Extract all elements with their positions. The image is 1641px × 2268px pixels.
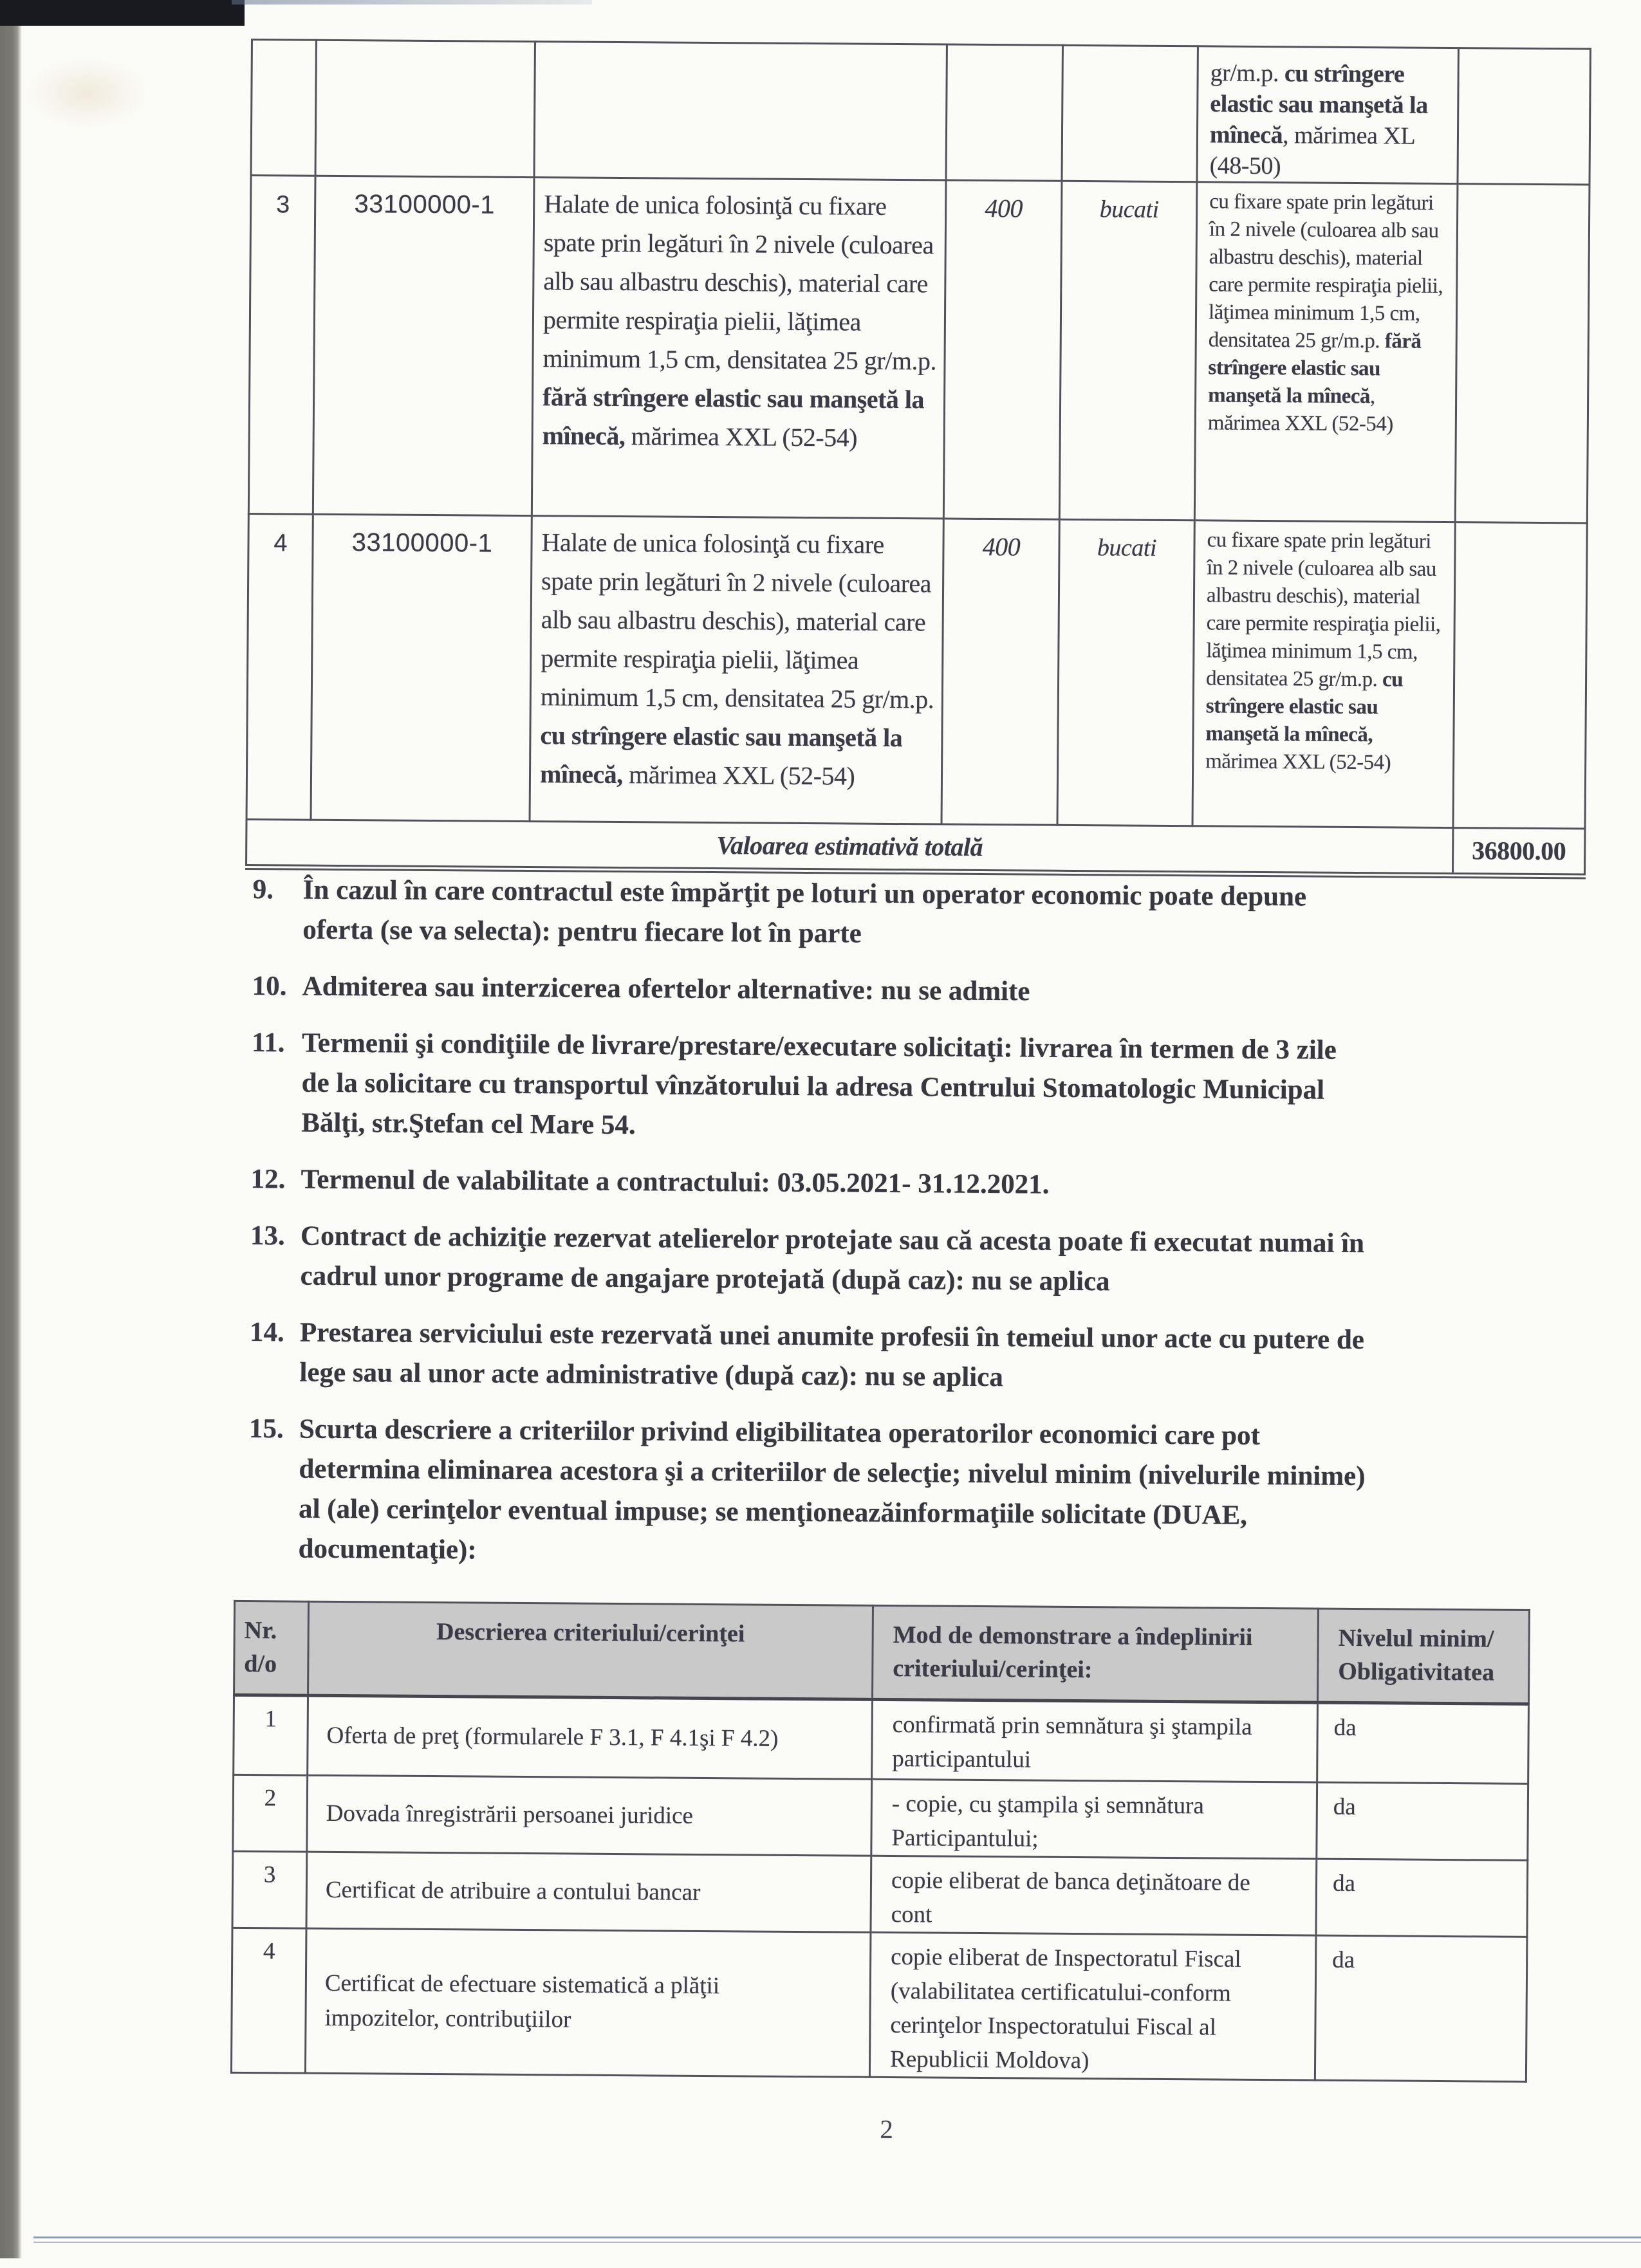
cell-item-nr: 3 — [248, 176, 315, 515]
cell-criteria-description: Certificat de atribuire a contului bancar — [306, 1852, 871, 1932]
bottom-scan-line-2 — [33, 2242, 1641, 2243]
clause-13 — [250, 1216, 1608, 1305]
header-description: Descrierea criteriului/cerinţei — [308, 1601, 873, 1699]
clause-11 — [251, 1023, 1609, 1152]
clause-12 — [250, 1159, 1608, 1209]
cell-criteria-level: da — [1317, 1782, 1528, 1860]
clause-14 — [249, 1313, 1608, 1402]
table-row-total — [246, 819, 1585, 876]
clause-9 — [252, 870, 1611, 959]
clause-line: de la solicitare cu transportul vînzătorului la adresa Centrului Stomatologic Municipal — [301, 1067, 1325, 1105]
cell-cpv-code: 33100000-1 — [313, 176, 534, 515]
cell-criteria-level: da — [1315, 1935, 1527, 2081]
clause-number: 10. — [252, 971, 287, 1002]
table-row-item-3 — [248, 176, 1590, 524]
cell-criteria-description: Oferta de preţ (formularele F 3.1, F 4.1şi F 4.2) — [308, 1695, 873, 1779]
cell-criteria-mod: confirmată prin semnătura şi ştampila participantului — [872, 1699, 1318, 1782]
clause-number: 9. — [252, 874, 274, 905]
cell-criteria-nr: 3 — [232, 1851, 307, 1928]
cell-empty — [1458, 48, 1590, 185]
clauses-list — [248, 870, 1611, 1595]
total-value: 36800.00 — [1452, 828, 1585, 876]
clause-text — [301, 1160, 1608, 1209]
cell-criteria-mod: - copie, cu ştampila şi semnătura Participantului; — [871, 1779, 1317, 1859]
cell-criteria-level: da — [1317, 1702, 1529, 1784]
clause-15 — [248, 1409, 1607, 1578]
clause-text — [302, 967, 1609, 1016]
cell-item-description: Halate de unica folosinţă cu fixare spate prin legături în 2 nivele (culoarea alb sau albastru deschis), material care permite respiraţia pielii, lăţimea minimum 1,5 cm, densitatea 25 gr/m.p. fără strîngere elastic sau manşetă la mînecă, mărimea XXL (52-54) — [532, 178, 946, 519]
cell-empty — [1062, 45, 1198, 181]
clause-number: 15. — [248, 1414, 284, 1444]
clause-number: 13. — [250, 1221, 285, 1251]
cell-quantity: 400 — [941, 519, 1059, 825]
clause-text — [300, 1217, 1608, 1305]
cell-criteria-description: Certificat de efectuare sistematică a plăţii impozitelor, contribuţiilor — [305, 1928, 871, 2077]
items-table — [245, 39, 1591, 880]
cell-criteria-description: Dovada înregistrării persoanei juridice — [307, 1775, 872, 1856]
clause-line: documentaţie): — [298, 1533, 477, 1565]
cell-criteria-level: da — [1316, 1859, 1528, 1937]
top-scan-haze — [232, 0, 592, 5]
cell-criteria-nr: 1 — [234, 1695, 308, 1775]
clause-number: 14. — [249, 1317, 284, 1348]
clause-text — [299, 1313, 1608, 1402]
clause-line: oferta (se va selecta): pentru fiecare lot în parte — [302, 914, 862, 949]
clause-number: 11. — [251, 1028, 285, 1058]
cell-spec: cu fixare spate prin legături în 2 nivele (culoarea alb sau albastru deschis), material care permite respiraţia pielii, lăţimea minimum 1,5 cm, densitatea 25 gr/m.p. fără strîngere elastic sau manşetă la mînecă, mărimea XXL (52-54) — [1194, 182, 1458, 522]
left-scan-edge-band — [0, 0, 22, 2258]
clause-text — [302, 871, 1611, 959]
cell-empty — [946, 44, 1062, 181]
clause-line: al (ale) cerinţelor eventual impuse; se menţioneazăinformaţiile solicitate (DUAE, — [298, 1493, 1248, 1531]
criteria-row-3 — [232, 1851, 1528, 1937]
cell-value-empty — [1455, 184, 1590, 523]
criteria-header-row — [234, 1601, 1530, 1704]
cell-empty — [315, 40, 535, 177]
bottom-scan-line — [33, 2236, 1641, 2238]
table-row-carryover — [251, 40, 1590, 185]
total-label: Valoarea estimativă totală — [246, 819, 1453, 875]
cell-item-nr: 4 — [246, 513, 313, 820]
clause-line: Scurta descriere a criteriilor privind eligibilitatea operatorilor economici care pot — [299, 1414, 1261, 1451]
cell-value-empty — [1453, 522, 1587, 829]
page-number: 2 — [880, 2114, 894, 2144]
table-row-item-4 — [246, 513, 1587, 829]
cell-empty — [534, 42, 947, 180]
header-mod: Mod de demonstrare a îndeplinirii criteriului/cerinţei: — [873, 1605, 1319, 1702]
criteria-row-2 — [233, 1775, 1528, 1860]
cell-unit: bucati — [1057, 519, 1194, 825]
clause-line: În cazul în care contractul este împărţit pe loturi un operator economic poate depune — [302, 874, 1307, 912]
criteria-row-1 — [234, 1695, 1529, 1784]
paper-smudge — [26, 58, 148, 129]
cell-criteria-nr: 2 — [233, 1775, 308, 1852]
cell-quantity: 400 — [943, 180, 1062, 519]
cell-empty — [251, 40, 316, 176]
clause-line: Contract de achiziţie rezervat atelierelor protejate sau că acesta poate fi executat numai în — [300, 1221, 1365, 1259]
clause-line: Termenii şi condiţiile de livrare/prestare/executare solicitaţi: livrarea în termen de 3 zile — [301, 1028, 1337, 1065]
clause-line: lege sau al unor acte administrative (după caz): nu se aplica — [299, 1357, 1003, 1393]
clause-line: Bălţi, str.Ştefan cel Mare 54. — [301, 1107, 636, 1141]
clause-text — [301, 1024, 1609, 1152]
header-nr: Nr. d/o — [234, 1601, 309, 1695]
criteria-table — [230, 1600, 1530, 2083]
cell-spec: cu fixare spate prin legături în 2 nivele (culoarea alb sau albastru deschis), material care permite respiraţia pielii, lăţimea minimum 1,5 cm, densitatea 25 gr/m.p. cu strîngere elastic sau manşetă la mînecă, mărimea XXL (52-54) — [1192, 521, 1455, 828]
clause-line: determina eliminarea acestora şi a criteriilor de selecţie; nivelul minim (nivelurile minime) — [299, 1453, 1366, 1492]
cell-criteria-mod: copie eliberat de banca deţinătoare de cont — [871, 1856, 1317, 1935]
cell-cpv-code: 33100000-1 — [311, 514, 532, 821]
clause-text — [298, 1410, 1607, 1578]
clause-line: cadrul unor programe de angajare protejată (după caz): nu se aplica — [300, 1260, 1110, 1297]
cell-unit: bucati — [1059, 181, 1197, 520]
header-level: Nivelul minim/ Obligativitatea — [1317, 1609, 1529, 1704]
cell-item-description: Halate de unica folosinţă cu fixare spate prin legături în 2 nivele (culoarea alb sau albastru deschis), material care permite respiraţia pielii, lăţimea minimum 1,5 cm, densitatea 25 gr/m.p. cu strîngere elastic sau manşetă la mînecă, mărimea XXL (52-54) — [530, 516, 943, 824]
clause-number: 12. — [250, 1164, 286, 1195]
clause-line: Admiterea sau interzicerea ofertelor alternative: nu se admite — [302, 971, 1030, 1007]
top-scan-bar — [0, 0, 245, 26]
cell-criteria-nr: 4 — [231, 1928, 306, 2073]
cell-spec-carryover: gr/m.p. cu strîngere elastic sau manşetă la mînecă, mărimea XL (48-50) — [1197, 46, 1458, 184]
clause-10 — [252, 966, 1609, 1016]
criteria-row-4 — [231, 1928, 1527, 2081]
clause-line: Termenul de valabilitate a contractului: 03.05.2021- 31.12.2021. — [301, 1164, 1050, 1200]
clause-line: Prestarea serviciului este rezervată unei anumite profesii în temeiul unor acte cu putere de — [299, 1317, 1365, 1356]
cell-criteria-mod: copie eliberat de Inspectoratul Fiscal (valabilitatea certificatului-conform cerinţelor Inspectoratului Fiscal al Republicii Moldova) — [869, 1932, 1316, 2080]
